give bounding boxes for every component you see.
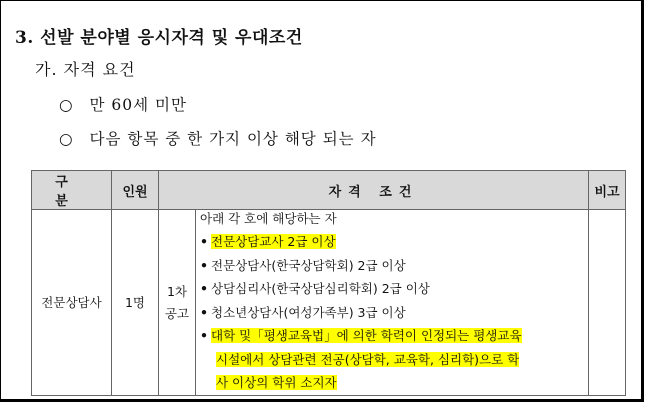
list-item	[200, 301, 586, 325]
table-row	[32, 210, 626, 396]
item-text: 청소년상담사(여성가족부) 3급 이상	[211, 304, 406, 320]
circle-bullet-icon: ○	[59, 130, 74, 148]
list-item	[200, 230, 586, 254]
bullet-text: 만 60세 미만	[89, 96, 188, 114]
item-text-highlighted: 전문상담교사 2급 이상	[211, 234, 336, 249]
cell-count: 1명	[112, 210, 159, 396]
bullet-age	[59, 93, 187, 115]
item-text-highlighted-line1: 대학 및「평생교육법」에 의한 학력이 인정되는 평생교육	[211, 328, 522, 343]
conditions-list	[200, 230, 586, 395]
cell-conditions	[196, 210, 589, 396]
qualification-table	[31, 170, 626, 396]
recruit-line2: 공고	[164, 306, 190, 322]
circle-bullet-icon: ○	[59, 96, 74, 114]
bullet-text: 다음 항목 중 한 가지 이상 해당 되는 자	[89, 130, 377, 148]
table-header-row	[32, 171, 626, 210]
header-conditions: 자격 조건	[159, 171, 589, 210]
header-count: 인원	[112, 171, 159, 210]
cell-recruit	[159, 210, 196, 396]
recruit-line1: 1차	[166, 284, 188, 300]
list-item	[200, 277, 586, 301]
header-remarks: 비고	[589, 171, 626, 210]
item-text: 전문상담사(한국상담학회) 2급 이상	[211, 257, 406, 273]
item-text: 상담심리사(한국상담심리학회) 2급 이상	[211, 281, 430, 296]
cell-category: 전문상담사	[32, 210, 112, 396]
item-text-highlighted-line2: 시설에서 상담관련 전공(상담학, 교육학, 심리학)으로 학	[216, 351, 520, 367]
list-item	[200, 324, 586, 395]
conditions-intro: 아래 각 호에 해당하는 자	[200, 211, 337, 226]
cell-remarks	[589, 210, 626, 396]
header-category: 구 분	[32, 171, 112, 210]
section-title: 3. 선발 분야별 응시자격 및 우대조건	[15, 28, 303, 48]
item-text-highlighted-line3: 사 이상의 학위 소지자	[216, 375, 337, 390]
subsection-title: 가. 자격 요건	[35, 60, 136, 79]
list-item	[200, 254, 586, 278]
bullet-conditions	[59, 127, 377, 149]
